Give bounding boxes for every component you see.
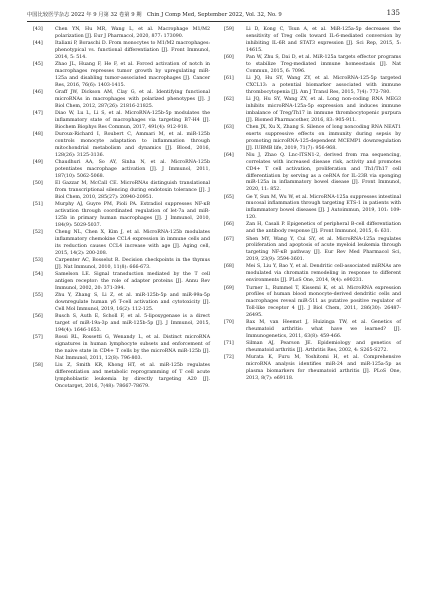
reference-entry [224,355,401,383]
reference-entry [33,272,210,293]
reference-entry [33,62,210,90]
reference-number: [45] [33,62,43,68]
references-right-column [224,27,401,383]
reference-text: Murphy AJ, Guyre PM, Pioli PA. Estradiol suppresses NF-κB activation through coordinated regulation of let-7a and miR-125b in primary human macrophages [J]. J Immunol, 2010, 184(9): 5029-5037. [55,202,210,228]
reference-number: [70] [224,320,234,326]
reference-text: Graff JW, Dickson AM, Clay G, et al. Identifying functional microRNAs in macrophages with polarized phenotypes [J]. J Biol Chem, 2012, 287(26): 21816-21825. [55,90,210,109]
reference-entry [224,222,401,236]
reference-entry [33,111,210,132]
reference-number: [50] [33,181,43,187]
reference-number: [72] [224,355,234,361]
page-number: 135 [386,9,400,17]
reference-number: [49] [33,160,43,165]
reference-text: Ge Y, Sun M, Wu W, et al. MicroRNA-125a suppresses intestinal mucosal inflammation through targeting ETS-1 in patients with inflammatory bowel diseases [J]. J Autoimmun, 2019, 101: 109-120. [246,194,401,221]
reference-text: Murata K, Furu M, Yoshitomi H, et al. Comprehensive microRNA analysis identifies miR-24 and miR-125a-5p as plasma biomarkers for rheumatoid arthritis [J]. PLoS One, 2013, 8(7): e69118. [246,355,401,382]
reference-text: Italiani P, Boraschi D. From monocytes to M1/M2 macrophages: phenotypical vs. functional differentiation [J]. Front Immunol, 2014, 5: 514. [55,41,210,60]
reference-text: Cheng NL, Chen X, Kim J, et al. MicroRNA-125b modulates inflammatory chemokine CCL4 expression in immune cells and its reduction causes CCL4 increase with age [J]. Aging cell, 2015, 14(2): 200-208. [55,229,210,256]
reference-number: [53] [33,257,43,263]
reference-entry [224,320,401,341]
reference-entry [33,293,210,314]
reference-number: [65] [224,194,234,200]
references-left-column [33,27,210,391]
reference-number: [43] [33,27,43,32]
reference-text: Pan W, Zhu S, Dai D, et al. MiR-125a targets effector programs to stabilize Treg-mediated immune homeostasis [J]. Nat Commun, 2015, 6: 7096. [246,54,401,74]
reference-number: [64] [224,152,234,158]
reference-text: Samelson LE. Signal transduction mediated by the T cell antigen receptor: the role of adapter proteins [J]. Annu Rev Immunol, 2002, 20: 371-394. [55,271,210,291]
reference-number: [59] [224,27,234,32]
reference-entry [33,202,210,230]
reference-text: Turner L, Rummel T, Kissemi K, et al. MicroRNA expression profiles of human blood monocyte-derived dendritic cells and macrophages reveal miR-511 as putative positive regulator of Toll-like receptor 4 [J]. J Biol Chem, 2011, 286(30): 26487-26495. [246,285,401,319]
reference-number: [47] [33,111,43,117]
reference-entry [33,27,210,41]
reference-number: [58] [33,362,43,368]
reference-entry [224,97,401,125]
reference-number: [61] [224,75,234,81]
reference-text: Chen YN, Hu MR, Wang L, et al. Macrophage M1/M2 polarization [J]. Eur J Pharmacol, 2020, 877: 173090. [55,27,210,39]
reference-number: [44] [33,41,43,47]
reference-entry [224,153,401,194]
reference-text: Rossi RL, Rossetti G, Wenandy L, et al. Distinct microRNA signatures in human lymphocyte subsets and enforcement of the naive state in CD4+ T cells by the microRNA miR-125b [J]. Nat Immunol, 2011, 12(8): 796-803. [55,335,210,361]
reference-number: [63] [224,124,234,130]
reference-text: Duroux-Richard I, Roubert C, Ammari M, et al. miR-125b controls monocyte adaptation to inflammation through mitochondrial metabolism and dynamics [J]. Blood, 2016, 128(26): 3125-3136. [55,132,210,158]
reference-text: Zhao JL, Huang F, He F, et al. Forced activation of notch in macrophages represses tumor growth by upregulating miR-125a and disabling tumor-associated macrophages [J]. Cancer Res, 2016, 76(6): 1403-1415. [55,62,210,88]
reference-entry [33,363,210,391]
reference-number: [62] [224,96,234,102]
reference-text: Mei S, Liu Y, Bao Y, et al. Dendritic cell-associated miRNAs are modulated via chromatin remodeling in response to different environments [J]. PLoS One, 2014, 9(4): e90231. [246,264,401,284]
reference-number: [67] [224,236,234,242]
reference-entry [224,341,401,355]
journal-title: 中国比较医学杂志 2022 年 9 月第 32 卷第 9 期 Chin J Comp Med, September 2022, Vol. 32, No. 9 [27,12,282,18]
reference-text: Chen JX, Xu X, Zhang S. Silence of long noncoding RNA NEAT1 exerts suppressive effects on immunity during sepsis by promoting microRNA-125-dependent MCEMP1 downregulation [J]. IUBMB life, 2019, 71(7): 956-968. [246,124,401,151]
reference-number: [55] [33,293,43,298]
reference-entry [224,76,401,97]
reference-text: Li JQ, Hu SY, Wang ZY, et al. MicroRNA-125-5p targeted CXCL13: a potential biomarker associated with immune thrombocytopenia [J]. Am J Transl Res, 2015, 7(4): 772-780. [246,75,401,95]
reference-text: Busch S, Auth E, Scholl F, et al. 5-lipoxygenase is a direct target of miR-19a-3p and miR-125b-5p [J]. J Immunol, 2015, 194(4): 1646-1653. [55,314,210,333]
reference-number: [60] [224,54,234,60]
reference-text: Niu J, Zhao Q. Lnc-ITSN1-2, derived from rna sequencing, correlates with increased disease risk, activity and promotes CD4+ T cell activation, proliferation and Th1/Th17 cell differentiation by serving as a ceRNA for IL-23R via sponging miR-125a in inflammatory bowel disease [J]. Front Immunol, 2020, 11: 852. [246,152,401,193]
reference-entry [33,335,210,363]
reference-text: Zhu Y, Zhang S, Li Z, et al. miR-125b-5p and miR-99a-5p downregulate human γδ T-cell activation and cytotoxicity [J]. Cell Mol Immunol, 2019, 16(2): 112-125. [55,293,210,312]
reference-text: Li JQ, Hu SY, Wang ZY, et al. Long non-coding RNA MEG3 inhibits microRNA-125a-5p expression and induces immune imbalance of Treg/Th17 in immune thrombocytopenic purpura [J]. Biomed Pharmacother, 2016, 83: 905-911. [246,96,401,123]
reference-number: [66] [224,222,234,228]
reference-number: [51] [33,202,43,208]
reference-entry [33,90,210,111]
reference-number: [68] [224,264,234,270]
reference-text: Carpenter AC, Bosselut R. Decision checkpoints in the thymus [J]. Nat Immunol, 2010, 11(8): 666-673. [55,257,210,270]
reference-entry [33,181,210,202]
reference-entry [33,132,210,160]
reference-entry [224,264,401,285]
reference-text: Silman AJ, Pearson JE. Epidemiology and genetics of rheumatoid arthritis [J]. Arthritis Res, 2002, 4: S265-S272. [246,341,401,354]
reference-text: Chaudhuri AA, So AY, Sinha N, et al. MicroRNA-125b potentiates macrophage activation [J]. J Immunol, 2011, 187(10): 5062-5068. [55,160,210,179]
reference-entry [33,41,210,62]
reference-entry [33,314,210,335]
reference-entry [33,258,210,272]
reference-number: [57] [33,335,43,341]
reference-entry [33,160,210,181]
reference-entry [224,125,401,153]
reference-number: [71] [224,341,234,347]
reference-entry [224,27,401,55]
reference-entry [224,286,401,321]
reference-number: [56] [33,314,43,320]
reference-entry [224,55,401,76]
reference-number: [69] [224,285,234,291]
reference-entry [224,237,401,265]
reference-text: Shen MY, Wang Y, Cui SY, et al. MicroRNA-125a regulates proliferation and apoptosis of acute myeloid leukemia through targeting NF-κB pathway [J]. Eur Rev Med Pharmacol Sci, 2019, 23(9): 3594-3601. [246,236,401,263]
reference-number: [54] [33,271,43,277]
reference-number: [46] [33,90,43,96]
reference-number: [48] [33,132,43,138]
reference-text: Zan H, Casali P. Epigenetics of peripheral B-cell differentiation and the antibody response [J]. Front Immunol, 2015, 6: 631. [246,222,401,235]
reference-text: Li D, Kong C, Tsun A, et al. MiR-125a-5p decreases the sensitivity of Treg cells toward IL-6-mediated conversion by inhibiting IL-6R and STAT3 expression [J]. Sci Rep, 2015, 5: 14615. [246,27,401,53]
reference-text: Liu Z, Smith KR, Khong HT, et al. miR-125b regulates differentiation and metabolic reprogramming of T cell acute lymphoblastic leukemia by directly targeting A20 [J]. Oncotarget, 2016, 7(48): 78667-78679. [55,362,210,389]
running-header [27,9,400,22]
reference-text: El Gazzar M, McCall CE. MicroRNAs distinguish translational from transcriptional silencing during endotoxin tolerance [J]. J Biol Chem, 2010, 285(27): 20940-20951. [55,181,210,200]
reference-entry [33,230,210,258]
reference-text: Bax M, van Heemst J, Huizinga TW, et al. Genetics of rheumatoid arthritis: what have we learned? [J]. Immunogenetics, 2011, 63(8): 459-466. [246,320,401,340]
reference-entry [224,195,401,223]
reference-number: [52] [33,229,43,235]
reference-text: Diao W, Lu L, Li S, et al. MicroRNA-125b-5p modulates the inflammatory state of macrophages via targeting B7-H4 [J]. Biochem Biophys Res Commun, 2017, 491(4): 912-918. [55,111,210,130]
